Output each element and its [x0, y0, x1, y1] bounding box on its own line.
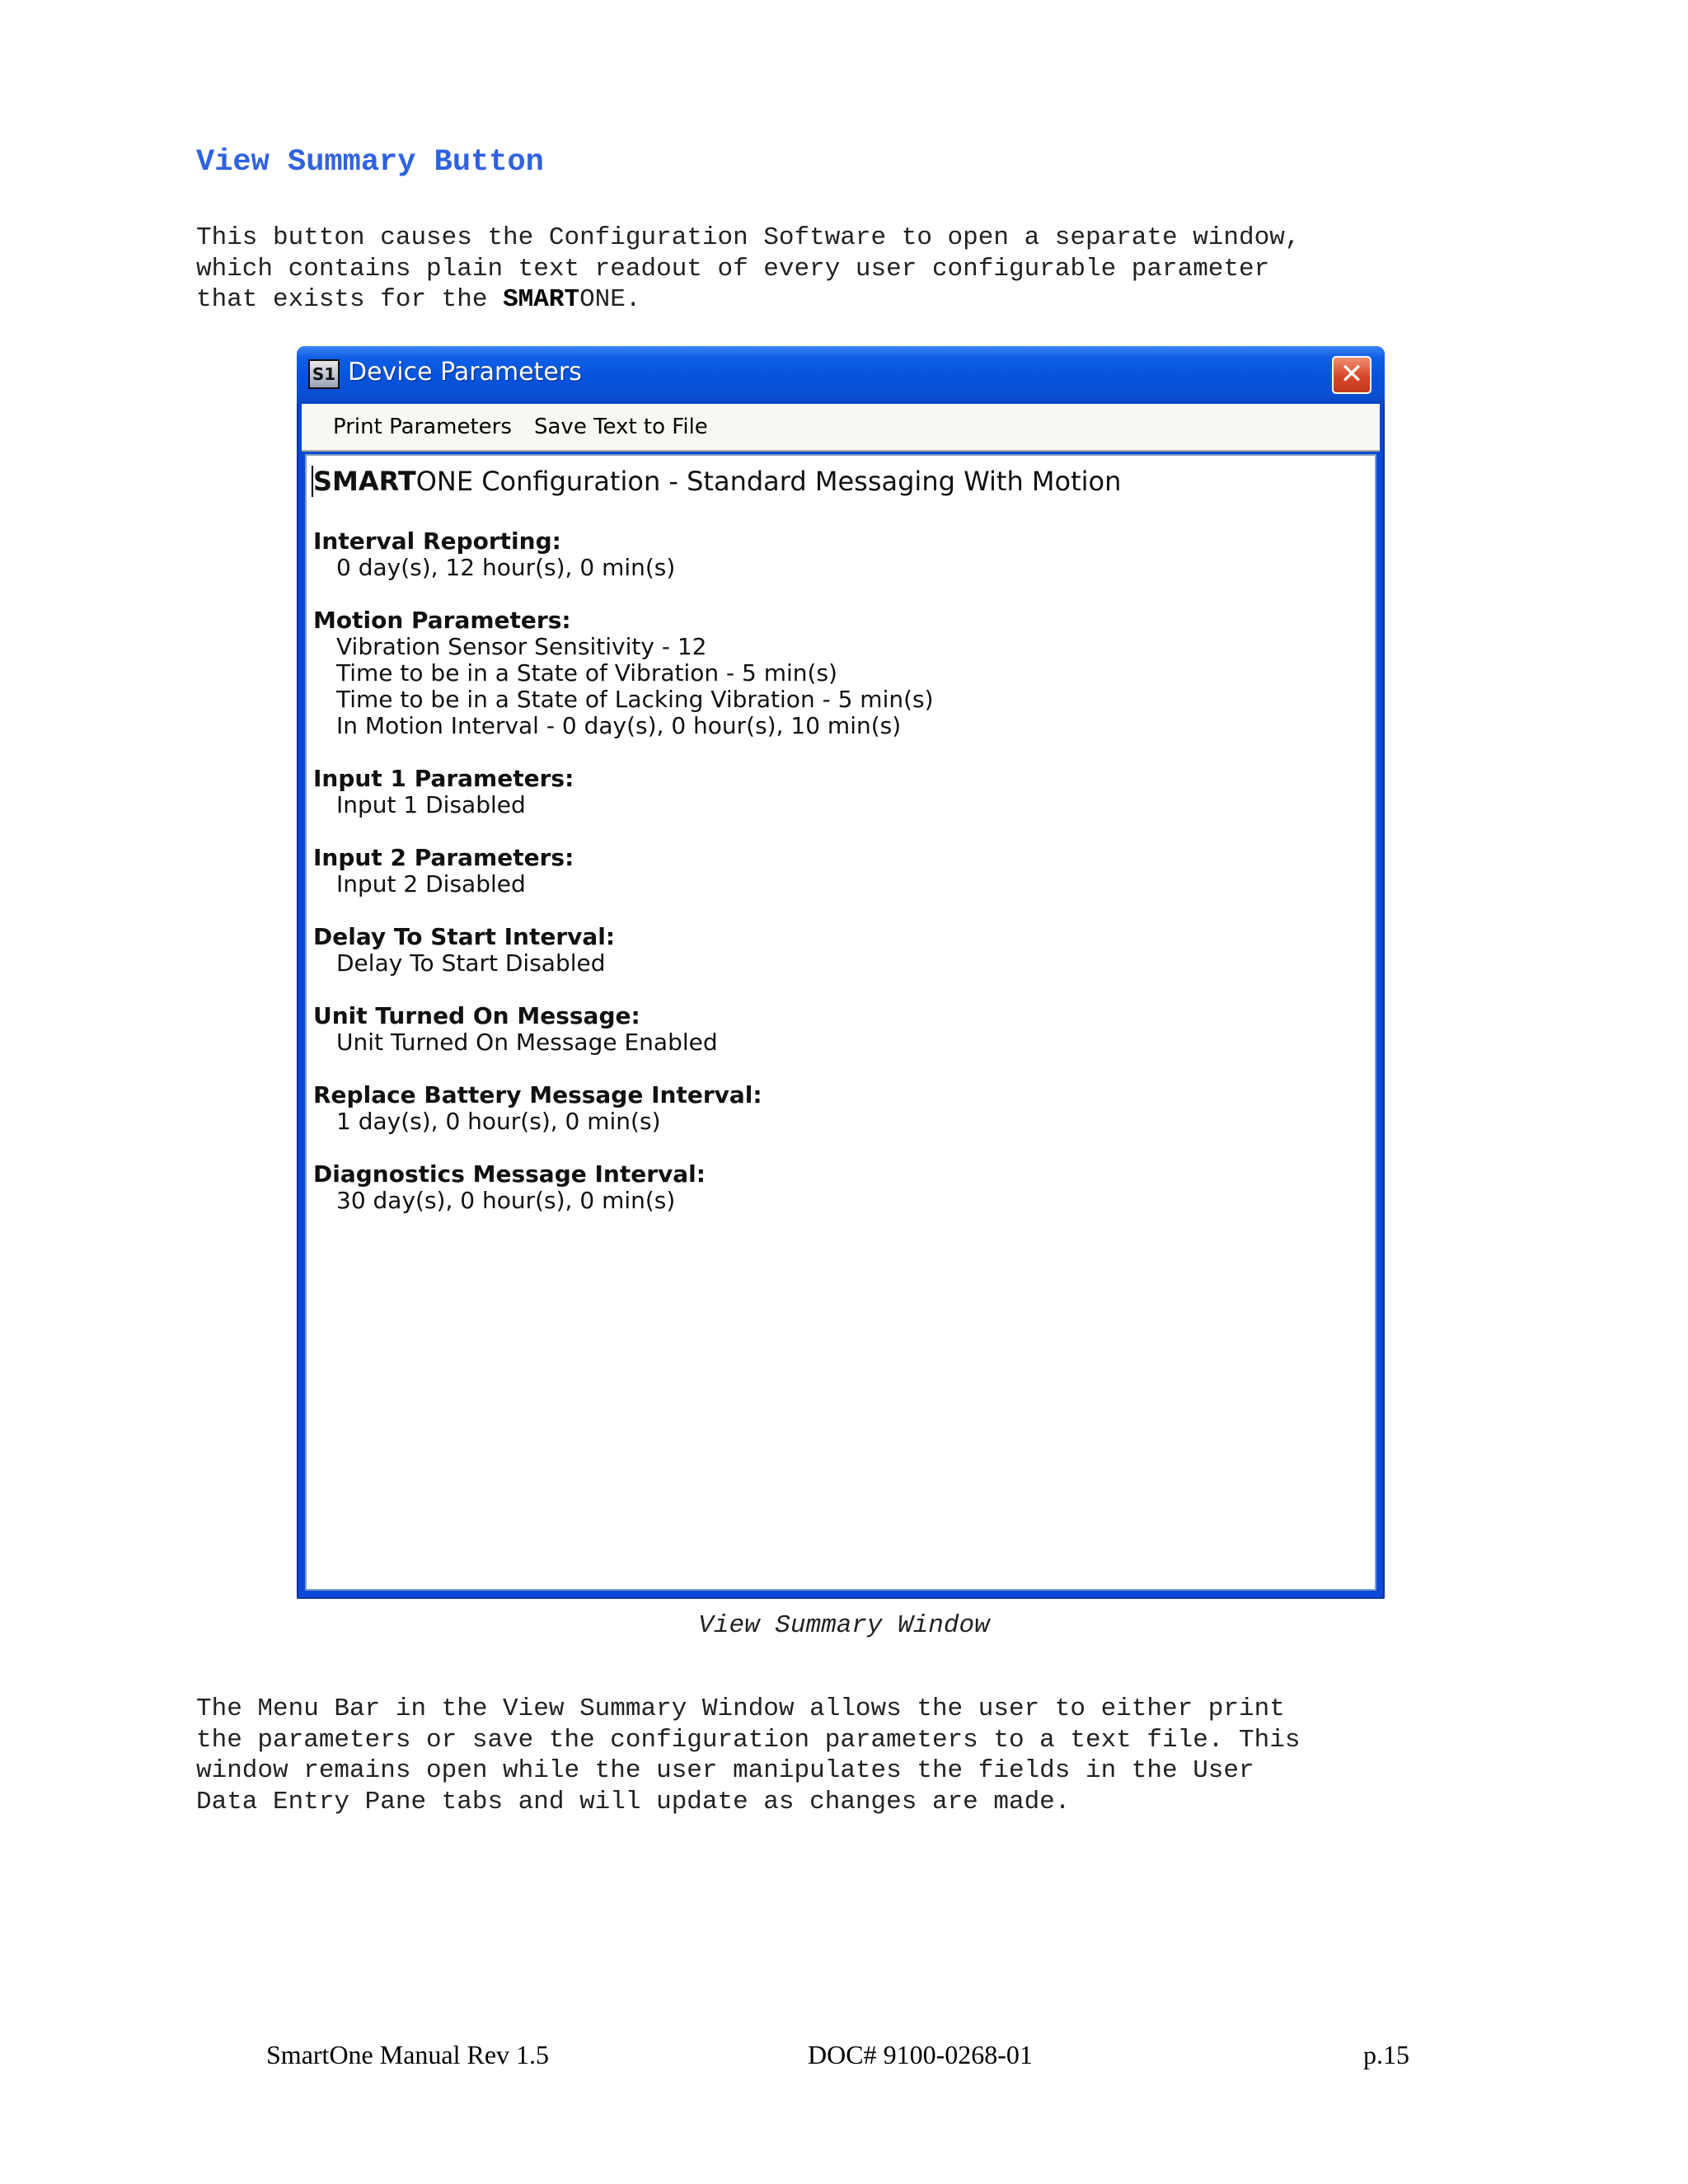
parameter-section — [313, 845, 1368, 898]
parameter-section-title: Replace Battery Message Interval: — [313, 1081, 762, 1108]
summary-text-area[interactable] — [305, 454, 1376, 1591]
app-icon: S1 — [308, 359, 340, 389]
parameter-section — [313, 1003, 1368, 1056]
device-parameters-window — [297, 346, 1385, 1599]
parameter-value: Input 2 Disabled — [336, 870, 526, 898]
brand-rest: ONE — [579, 285, 626, 314]
parameter-section — [313, 607, 1368, 739]
parameter-section-title: Diagnostics Message Interval: — [313, 1160, 706, 1188]
parameter-value: Time to be in a State of Lacking Vibration - 5 min(s) — [336, 686, 934, 713]
parameter-section-title: Input 2 Parameters: — [313, 844, 574, 871]
parameter-section-title: Motion Parameters: — [313, 607, 571, 634]
section-heading: View Summary Button — [196, 145, 544, 180]
closing-paragraph: The Menu Bar in the View Summary Window allows the user to either print the parameters or save the configuration parameters to a text file. This window remains open while the user manipulates the fields in the User Data Entry Pane tabs and will update as changes are made. — [196, 1694, 1301, 1816]
parameter-section — [313, 766, 1368, 818]
parameter-value: 1 day(s), 0 hour(s), 0 min(s) — [336, 1108, 661, 1135]
text-caret — [312, 466, 313, 497]
parameter-sections — [313, 528, 1368, 1240]
footer-page-number: p.15 — [1363, 2040, 1409, 2069]
footer-doc-number: DOC# 9100-0268-01 — [808, 2040, 1033, 2069]
parameter-section — [313, 1161, 1368, 1214]
parameter-section-title: Input 1 Parameters: — [313, 765, 574, 792]
parameter-section — [313, 528, 1368, 581]
parameter-value: Delay To Start Disabled — [336, 949, 606, 977]
parameter-value: Input 1 Disabled — [336, 791, 526, 818]
intro-text: This button causes the Configuration Software to open a separate window, which contains plain text readout of every user configurable parameter that exists for the — [196, 223, 1301, 314]
brand-bold: SMART — [503, 285, 580, 314]
close-icon: ✕ — [1339, 358, 1364, 391]
window-titlebar[interactable] — [297, 346, 1385, 404]
parameter-value: Time to be in a State of Vibration - 5 min(s) — [336, 659, 837, 687]
intro-paragraph — [196, 223, 1482, 316]
window-title: Device Parameters — [348, 358, 582, 387]
figure-caption: View Summary Window — [698, 1611, 990, 1640]
close-button[interactable] — [1332, 356, 1372, 394]
parameter-section — [313, 1082, 1368, 1135]
title-rest: ONE Configuration - Standard Messaging With Motion — [415, 466, 1122, 497]
parameter-value: Vibration Sensor Sensitivity - 12 — [336, 633, 707, 660]
menu-save-text-to-file[interactable]: Save Text to File — [534, 415, 708, 439]
parameter-section-title: Interval Reporting: — [313, 527, 561, 555]
parameter-value: In Motion Interval - 0 day(s), 0 hour(s), 10 min(s) — [336, 712, 902, 739]
menu-bar — [302, 404, 1380, 452]
parameter-value: Unit Turned On Message Enabled — [336, 1029, 718, 1056]
intro-end: . — [625, 285, 641, 314]
parameter-value: 30 day(s), 0 hour(s), 0 min(s) — [336, 1187, 676, 1214]
parameter-section-title: Delay To Start Interval: — [313, 923, 616, 950]
parameter-section — [313, 924, 1368, 977]
configuration-title — [313, 466, 1121, 497]
menu-print-parameters[interactable]: Print Parameters — [333, 415, 512, 439]
footer-manual-rev: SmartOne Manual Rev 1.5 — [266, 2040, 550, 2069]
parameter-value: 0 day(s), 12 hour(s), 0 min(s) — [336, 554, 676, 581]
parameter-section-title: Unit Turned On Message: — [313, 1002, 640, 1029]
title-brand-bold: SMART — [313, 466, 416, 497]
